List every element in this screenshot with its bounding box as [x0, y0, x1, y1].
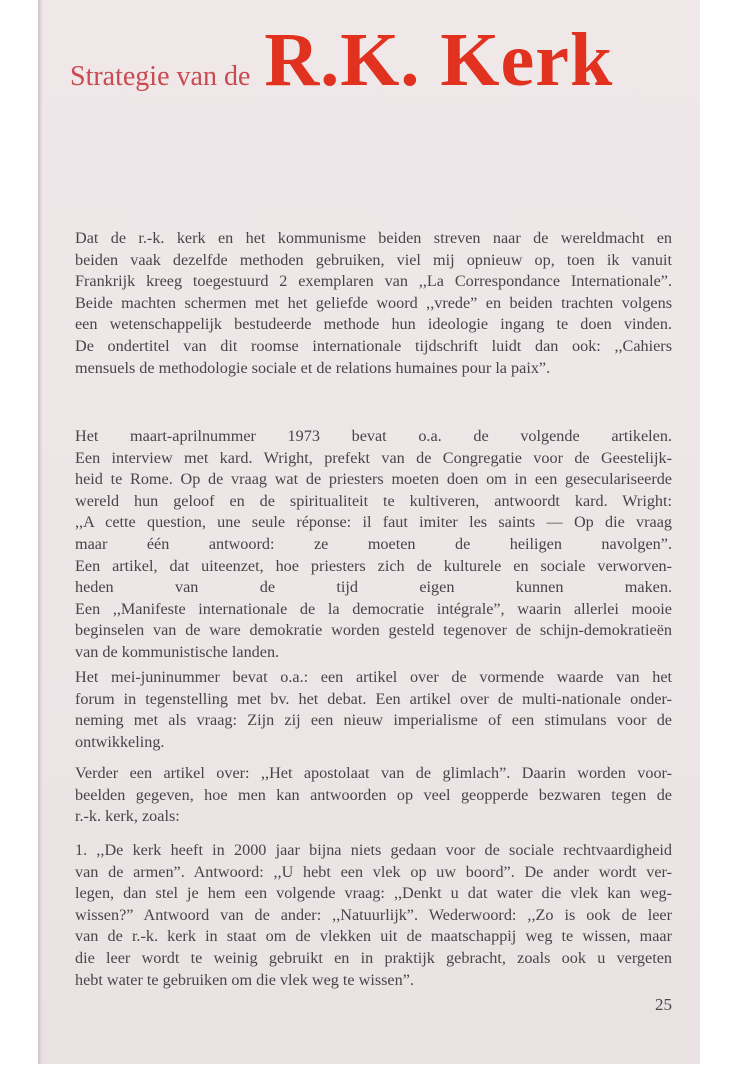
text-line: beelden gegeven, hoe men kan antwoorden op veel geopperde bezwaren tegen de — [75, 785, 672, 804]
text-line: hebt water te gebruiken om die vlek weg te wissen”. — [75, 970, 414, 989]
paragraph-maart-april — [75, 426, 672, 664]
paragraph-apostolaat — [75, 763, 672, 828]
text-line: r.-k. kerk, zoals: — [75, 807, 180, 826]
text-line: ,,A cette question, une seule réponse: il faut imiter les saints — Op die vraag — [75, 513, 672, 532]
paragraph-example-1 — [75, 840, 672, 991]
title-prefix: Strategie van de — [70, 61, 251, 92]
text-line: een wetenschappelijk bestudeerde methode hun ideologie ingang te doen vinden. — [75, 315, 672, 334]
text-line: Een interview met kard. Wright, prefekt van de Congregatie voor de Geestelijk- — [75, 448, 672, 467]
text-line: Het maart-aprilnummer 1973 bevat o.a. de volgende artikelen. — [75, 427, 672, 445]
text-line: Frankrijk kreeg toegestuurd 2 exemplaren van ,,La Correspondance Internationale”. — [75, 272, 672, 291]
page-binding-edge — [38, 0, 42, 1064]
page-title — [70, 18, 614, 102]
text-line: legen, dan stel je hem een volgende vraag: ,,Denkt u dat water die vlek kan weg- — [75, 884, 672, 903]
text-line: Verder een artikel over: ,,Het apostolaat van de glimlach”. Daarin worden voor- — [75, 764, 672, 782]
text-line: Het mei-juninummer bevat o.a.: een artikel over de vormende waarde van het — [75, 668, 672, 686]
text-line: beiden vaak dezelfde methoden gebruiken, viel mij opnieuw op, toen ik vanuit — [75, 250, 672, 269]
text-line: mensuels de methodologie sociale et de relations humaines pour la paix”. — [75, 358, 551, 377]
text-line: van de kommunistische landen. — [75, 642, 280, 661]
text-line: ontwikkeling. — [75, 732, 165, 751]
text-line: die leer wordt te weinig gebruikt en in praktijk gebracht, zoals ook u vergeten — [75, 948, 672, 967]
text-line: neming met als vraag: Zijn zij een nieuw imperialisme of een stimulans voor de — [75, 711, 672, 730]
paragraph-intro — [75, 228, 672, 379]
text-line: wereld hun geloof en de spiritualiteit te kultiveren, antwoordt kard. Wright: — [75, 491, 672, 510]
text-line: beginselen van de ware demokratie worden gesteld tegenover de schijn-demokratieën — [75, 621, 672, 640]
text-line: heid te Rome. Op de vraag wat de priesters moeten doen om in een geseculariseerde — [75, 470, 672, 489]
text-line: maar één antwoord: ze moeten de heiligen navolgen”. — [75, 534, 672, 553]
text-line: Beide machten schermen met het geliefde woord ,,vrede” en beiden trachten volgens — [75, 293, 672, 312]
page-number: 25 — [655, 995, 672, 1014]
text-line: Een ,,Manifeste internationale de la democratie intégrale”, waarin allerlei mooie — [75, 599, 672, 618]
text-line: van de armen”. Antwoord: ,,U hebt een vlek op uw boord”. De ander wordt ver- — [75, 862, 672, 881]
paragraph-mei-juni — [75, 667, 672, 753]
text-line: forum in tegenstelling met bv. het debat. Een artikel over de multi-nationale onder- — [75, 689, 672, 708]
text-line: wissen?” Antwoord van de ander: ,,Natuurlijk”. Wederwoord: ,,Zo is ook de leer — [75, 905, 672, 924]
text-line: Een artikel, dat uiteenzet, hoe priesters zich de kulturele en sociale verworven- — [75, 556, 672, 575]
text-line: heden van de tijd eigen kunnen maken. — [75, 578, 672, 597]
text-line: De ondertitel van dit roomse internationale tijdschrift luidt dan ook: ,,Cahiers — [75, 336, 672, 355]
text-line: Dat de r.-k. kerk en het kommunisme beiden streven naar de wereldmacht en — [75, 229, 672, 247]
text-line: van de r.-k. kerk in staat om de vlekken uit de maatschappij weg te wissen, maar — [75, 927, 672, 946]
text-line: 1. ,,De kerk heeft in 2000 jaar bijna niets gedaan voor de sociale rechtvaardigheid — [75, 841, 672, 859]
title-main: R.K. Kerk — [264, 18, 614, 102]
